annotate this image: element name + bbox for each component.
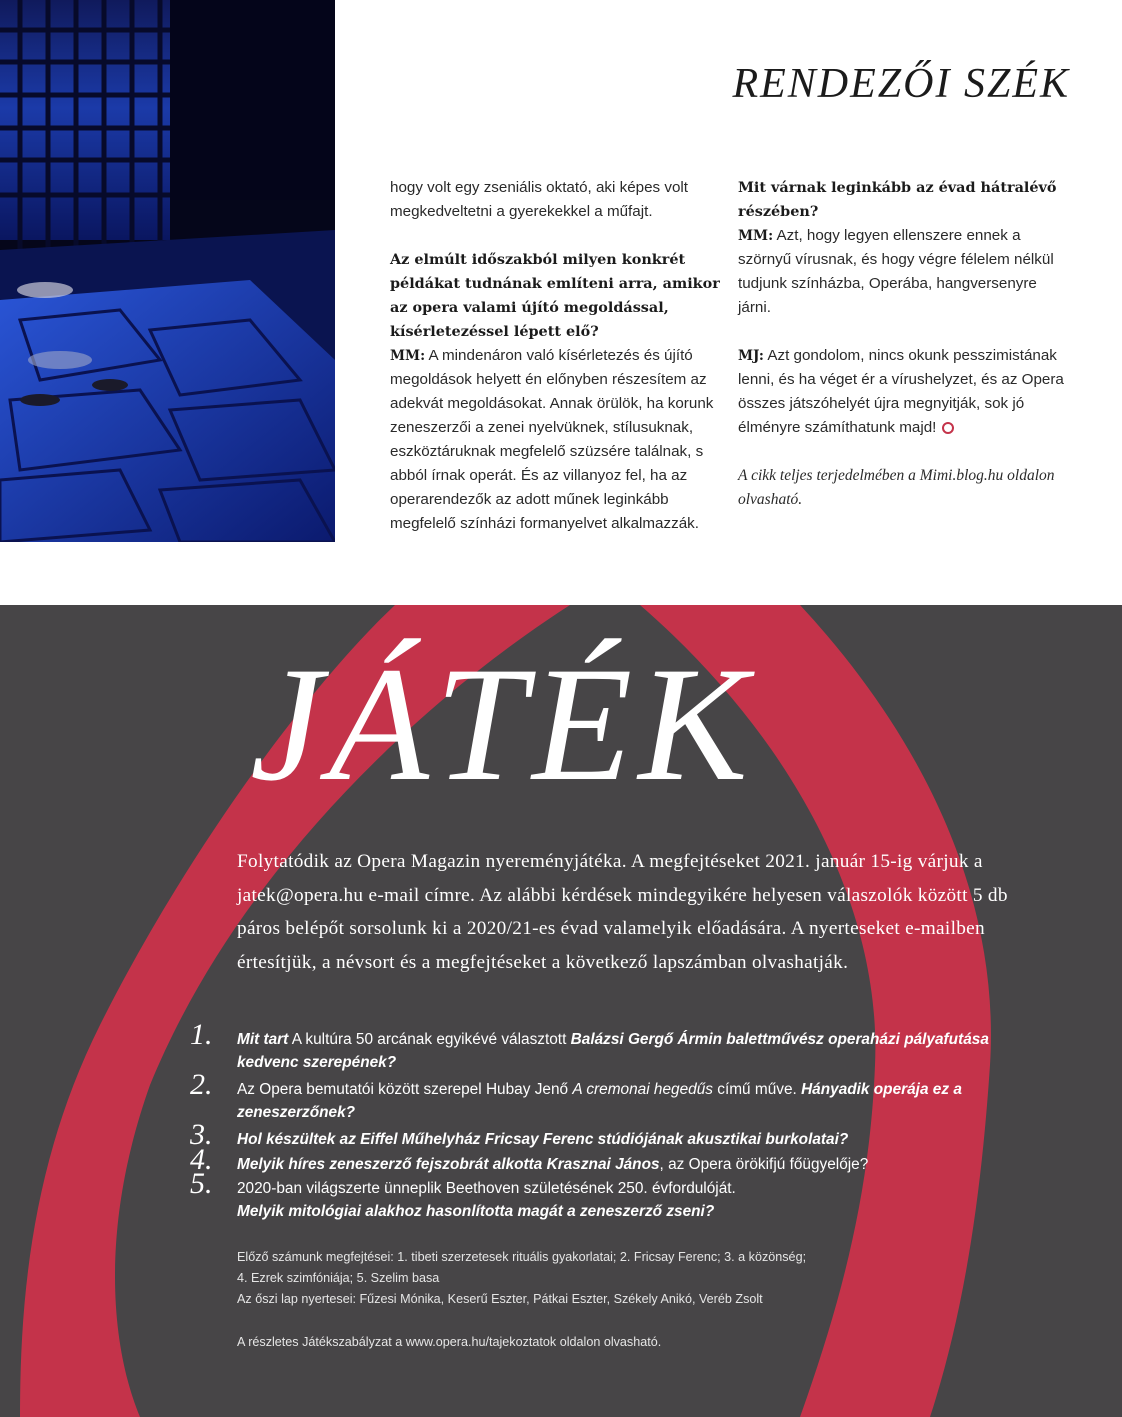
question-bold: Mit tart bbox=[237, 1031, 289, 1048]
interview-question: Az elmúlt időszakból milyen konkrét példákat tudnának említeni arra, amikor az opera valami újító megoldással, kísérletezéssel lépett elő? bbox=[390, 251, 720, 340]
question-bold: Hányadik operája ez a zeneszerzőnek? bbox=[237, 1081, 962, 1121]
work-title: A cremonai hegedűs bbox=[572, 1081, 713, 1098]
speaker-label: MM: bbox=[738, 228, 774, 244]
quiz-question-1 bbox=[190, 1018, 1050, 1074]
interview-answer bbox=[738, 224, 1070, 320]
previous-answers bbox=[237, 1247, 937, 1310]
quiz-question-2 bbox=[190, 1068, 1050, 1124]
question-text: Az Opera bemutatói között szerepel Hubay Jenő bbox=[237, 1081, 573, 1098]
stage-photo bbox=[0, 0, 335, 542]
answers-line: 4. Ezrek szimfóniája; 5. Szelim basa bbox=[237, 1271, 440, 1285]
quiz-question-4 bbox=[190, 1143, 1050, 1176]
answer-text: Azt, hogy legyen ellenszere ennek a szörnyű vírusnak, és hogy végre félelem nélkül tudjunk színházba, Operába, hangversenyre járni. bbox=[738, 227, 1054, 316]
question-bold: Balázsi Gergő Ármin balettművész operaházi pályafutása kedvenc szerepének? bbox=[237, 1031, 989, 1071]
speaker-label: MJ: bbox=[738, 348, 764, 364]
question-bold: Melyik híres zeneszerző fejszobrát alkotta Krasznai János bbox=[237, 1156, 660, 1173]
question-number: 5. bbox=[190, 1167, 213, 1200]
end-mark-icon bbox=[942, 422, 954, 434]
paragraph: hogy volt egy zseniális oktató, aki képes volt megkedveltetni a gyerekekkel a műfajt. bbox=[390, 179, 689, 220]
question-number: 4. bbox=[190, 1143, 213, 1176]
game-title: JÁTÉK bbox=[250, 634, 754, 815]
game-intro: Folytatódik az Opera Magazin nyereményjátéka. A megfejtéseket 2021. január 15-ig várjuk a jatek@opera.hu e-mail címre. Az alábbi kérdések mindegyikére helyesen válaszolók között 5 db páros belépőt sorsolunk ki a 2020/21-es évad valamelyik előadására. A nyerteseket e-mailben értesítjük, a névsort és a megfejtéseket a következő lapszámban olvashatják. bbox=[237, 851, 1008, 973]
quiz-question-5 bbox=[190, 1167, 1050, 1223]
question-number: 3. bbox=[190, 1118, 213, 1151]
speaker-label: MM: bbox=[390, 348, 426, 364]
article-column-2 bbox=[738, 176, 1070, 536]
stage-photo-image bbox=[0, 0, 335, 542]
answer-text: Azt gondolom, nincs okunk pesszimistának lenni, és ha véget ér a vírushelyzet, és az Opera összes játszóhelyét újra megnyitják, sok jó élményre számíthatunk majd! bbox=[738, 347, 1064, 436]
quiz-question-3 bbox=[190, 1118, 1050, 1151]
question-text: A kultúra 50 arcának egyikévé választott bbox=[288, 1031, 571, 1048]
question-text: című műve. bbox=[712, 1081, 802, 1098]
interview-answer bbox=[738, 344, 1070, 440]
interview-question: Mit várnak leginkább az évad hátralévő részében? bbox=[738, 179, 1057, 220]
question-bold: Hol készültek az Eiffel Műhelyház Fricsay Ferenc stúdiójának akusztikai burkolatai? bbox=[237, 1131, 849, 1148]
answer-text: A mindenáron való kísérletezés és újító megoldások helyett én előnyben részesítem az adekvát megoldásokat. Annak örülök, ha korunk zeneszerzői a zenei nyelvüknek, stílusuknak, eszköztáruknak megfelelő szüzsére találnak, s abból írnak operát. És az villanyoz fel, ha az operarendezők az adott műnek leginkább megfelelő színházi formanyelvet alkalmazzák. bbox=[390, 347, 714, 532]
winners-line: Az őszi lap nyertesei: Fűzesi Mónika, Keserű Eszter, Pátkai Eszter, Székely Anikó, Veréb Zsolt bbox=[237, 1292, 763, 1306]
answers-line: Előző számunk megfejtései: 1. tibeti szerzetesek rituális gyakorlatai; 2. Fricsay Ferenc; 3. a közönség; bbox=[237, 1250, 807, 1264]
interview-answer bbox=[390, 344, 720, 536]
article-column-1 bbox=[390, 176, 720, 560]
game-section bbox=[0, 605, 1122, 1417]
question-number: 2. bbox=[190, 1068, 213, 1101]
question-bold: Melyik mitológiai alakhoz hasonlította magát a zeneszerző zseni? bbox=[237, 1203, 715, 1220]
question-number: 1. bbox=[190, 1018, 213, 1051]
rules-note: A részletes Játékszabályzat a www.opera.hu/tajekoztatok oldalon olvasható. bbox=[237, 1335, 662, 1349]
question-text: , az Opera örökifjú főügyelője? bbox=[659, 1156, 869, 1173]
question-text: 2020-ban világszerte ünneplik Beethoven születésének 250. évfordulóját. bbox=[237, 1180, 736, 1197]
section-title: RENDEZŐI SZÉK bbox=[732, 61, 1070, 107]
article-note: A cikk teljes terjedelmében a Mimi.blog.hu oldalon olvasható. bbox=[738, 467, 1055, 508]
